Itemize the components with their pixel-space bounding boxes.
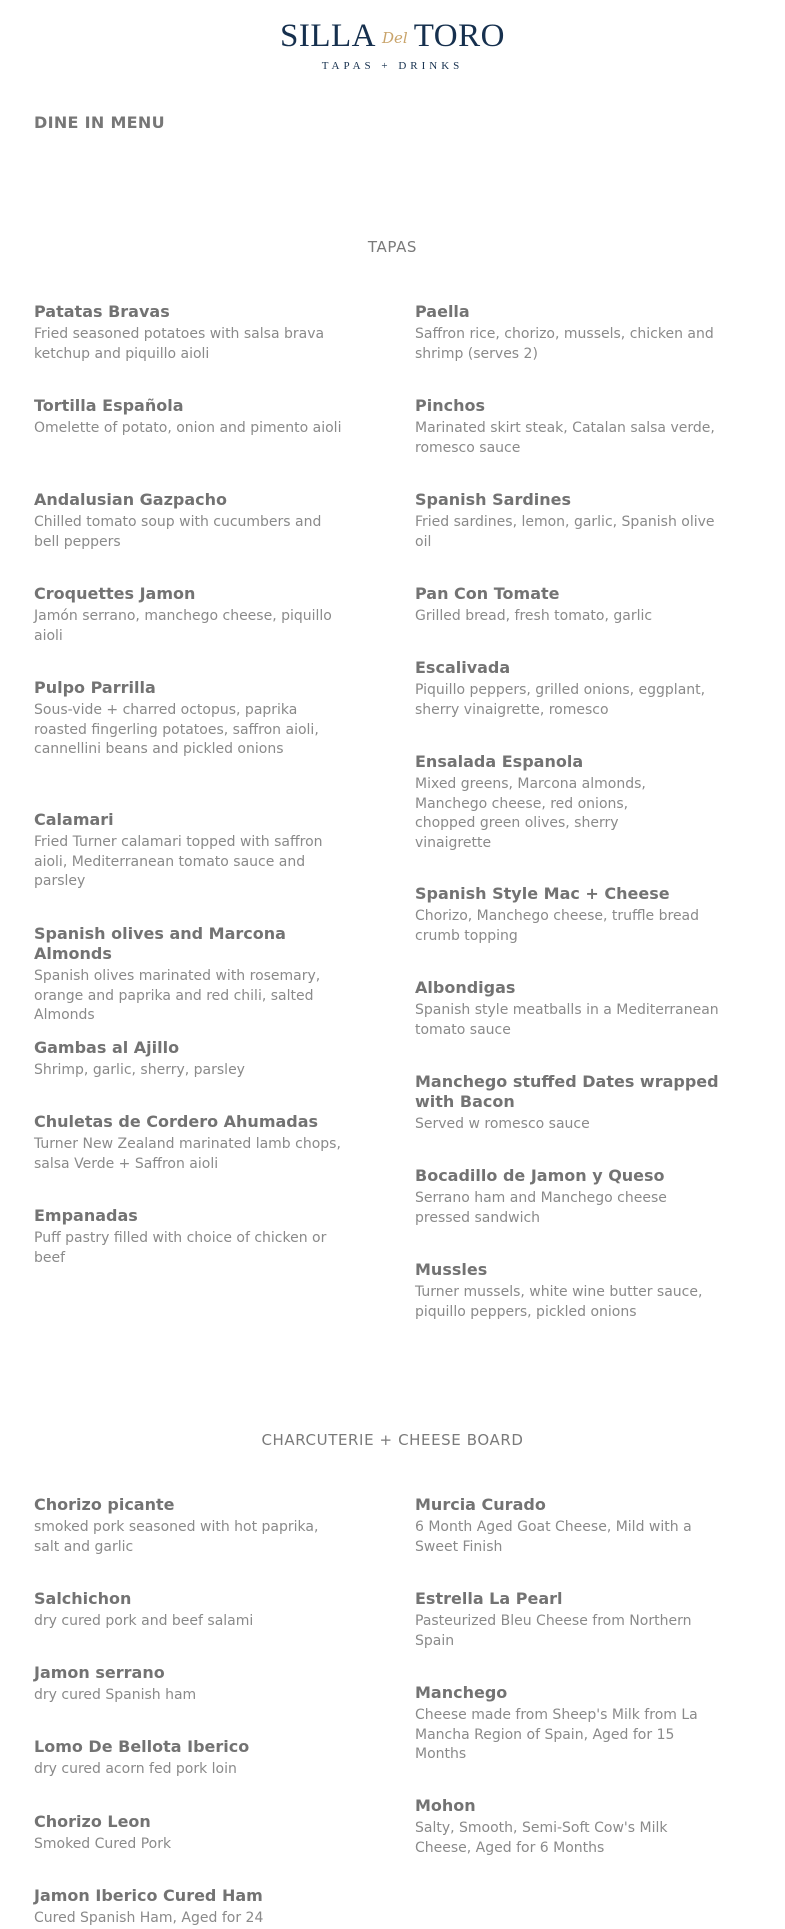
logo-toro: TORO [413, 18, 505, 54]
item-description: Fried seasoned potatoes with salsa brava ketchup and piquillo aioli [34, 326, 325, 362]
item-description: Spanish style meatballs in a Mediterranean tomato sauce [415, 1002, 719, 1038]
item-name: Chorizo Leon [34, 1812, 151, 1831]
menu-item [34, 396, 344, 439]
item-name: Ensalada Espanola [415, 752, 584, 771]
item-name: Chuletas de Cordero Ahumadas [34, 1112, 319, 1131]
menu-item [415, 978, 725, 1040]
menu-item [34, 1812, 344, 1855]
menu-item [415, 1166, 725, 1228]
item-name: Mussles [415, 1260, 488, 1279]
menu-item [415, 1072, 755, 1135]
item-description: Saffron rice, chorizo, mussels, chicken and shrimp (serves 2) [415, 326, 714, 362]
item-description: Turner mussels, white wine butter sauce, piquillo peppers, pickled onions [415, 1284, 703, 1320]
item-name: Pan Con Tomate [415, 584, 560, 603]
item-name: Spanish olives and Marcona Almonds [34, 924, 286, 963]
menu-item [34, 678, 344, 760]
item-description: Fried sardines, lemon, garlic, Spanish olive oil [415, 514, 715, 550]
item-name: Tortilla Española [34, 396, 184, 415]
menu-item [34, 1112, 344, 1174]
item-name: Pulpo Parrilla [34, 678, 156, 697]
item-name: Salchichon [34, 1589, 132, 1608]
menu-item [34, 810, 344, 892]
menu-item [34, 1663, 344, 1706]
page-title: DINE IN MENU [34, 113, 165, 132]
item-description: Pasteurized Bleu Cheese from Northern Spain [415, 1613, 692, 1649]
menu-item [34, 1589, 344, 1632]
item-description: Spanish olives marinated with rosemary, orange and paprika and red chili, salted Almonds [34, 968, 321, 1023]
section-heading-charcuterie: CHARCUTERIE + CHEESE BOARD [261, 1431, 524, 1449]
logo-tagline: TAPAS + DRINKS [321, 60, 464, 72]
item-description: Grilled bread, fresh tomato, garlic [415, 608, 653, 624]
item-name: Gambas al Ajillo [34, 1038, 180, 1057]
item-name: Mohon [415, 1796, 476, 1815]
menu-item [34, 924, 364, 1026]
item-description: Puff pastry filled with choice of chicken or beef [34, 1230, 327, 1266]
menu-item [415, 658, 725, 720]
item-name: Empanadas [34, 1206, 138, 1225]
item-description: Cheese made from Sheep's Milk from La Mancha Region of Spain, Aged for 15 Months [415, 1707, 698, 1762]
item-name: Escalivada [415, 658, 511, 677]
item-description: Smoked Cured Pork [34, 1836, 172, 1852]
section-heading-tapas: TAPAS [367, 238, 418, 256]
menu-item [415, 302, 725, 364]
item-description: Marinated skirt steak, Catalan salsa verde, romesco sauce [415, 420, 715, 456]
item-description: Sous-vide + charred octopus, paprika roasted fingerling potatoes, saffron aioli, cannellini beans and pickled onions [34, 702, 319, 757]
item-description: smoked pork seasoned with hot paprika, salt and garlic [34, 1519, 319, 1555]
item-name: Manchego stuffed Dates wrapped with Bacon [415, 1072, 719, 1111]
item-name: Albondigas [415, 978, 516, 997]
menu-item [415, 1589, 725, 1651]
menu-item [34, 1206, 344, 1268]
item-name: Croquettes Jamon [34, 584, 196, 603]
item-description: Fried Turner calamari topped with saffron aioli, Mediterranean tomato sauce and parsley [34, 834, 323, 889]
item-name: Chorizo picante [34, 1495, 175, 1514]
item-description: dry cured acorn fed pork loin [34, 1761, 237, 1777]
item-description: Shrimp, garlic, sherry, parsley [34, 1062, 245, 1078]
item-name: Lomo De Bellota Iberico [34, 1737, 250, 1756]
item-name: Estrella La Pearl [415, 1589, 563, 1608]
item-name: Patatas Bravas [34, 302, 170, 321]
item-description: Serrano ham and Manchego cheese pressed sandwich [415, 1190, 667, 1226]
menu-item [415, 396, 725, 458]
menu-item [415, 752, 725, 853]
item-description: dry cured pork and beef salami [34, 1613, 254, 1629]
item-description: Served w romesco sauce [415, 1116, 590, 1132]
restaurant-logo [0, 20, 785, 72]
menu-item [415, 884, 725, 946]
menu-item [415, 1260, 725, 1322]
menu-item [415, 1796, 725, 1858]
menu-item [34, 1737, 344, 1780]
item-name: Jamon serrano [34, 1663, 165, 1682]
item-name: Murcia Curado [415, 1495, 546, 1514]
menu-item [34, 1886, 344, 1929]
item-description: Omelette of potato, onion and pimento aioli [34, 420, 342, 436]
item-name: Bocadillo de Jamon y Queso [415, 1166, 665, 1185]
item-name: Paella [415, 302, 470, 321]
item-name: Jamon Iberico Cured Ham [34, 1886, 263, 1905]
item-name: Spanish Style Mac + Cheese [415, 884, 670, 903]
item-description: Piquillo peppers, grilled onions, eggplant, sherry vinaigrette, romesco [415, 682, 706, 718]
menu-item [415, 1495, 725, 1557]
item-description: 6 Month Aged Goat Cheese, Mild with a Sweet Finish [415, 1519, 692, 1555]
menu-item [415, 1683, 725, 1765]
logo-del: Del [382, 29, 408, 47]
logo-silla: SILLA [280, 18, 377, 54]
menu-item [34, 1038, 344, 1081]
menu-item [34, 584, 344, 646]
menu-item [34, 302, 344, 364]
item-description: Chilled tomato soup with cucumbers and bell peppers [34, 514, 322, 550]
item-description: Turner New Zealand marinated lamb chops, salsa Verde + Saffron aioli [34, 1136, 341, 1172]
item-name: Pinchos [415, 396, 485, 415]
menu-item [415, 584, 725, 627]
item-description: Jamón serrano, manchego cheese, piquillo aioli [34, 608, 332, 644]
menu-item [34, 1495, 344, 1557]
item-description: Salty, Smooth, Semi-Soft Cow's Milk Cheese, Aged for 6 Months [415, 1820, 668, 1856]
item-description: Mixed greens, Marcona almonds, Manchego cheese, red onions, chopped green olives, sherry vinaigrette [415, 776, 646, 851]
item-description: Chorizo, Manchego cheese, truffle bread crumb topping [415, 908, 700, 944]
item-description: Cured Spanish Ham, Aged for 24 [34, 1910, 264, 1926]
menu-item [34, 490, 344, 552]
item-description: dry cured Spanish ham [34, 1687, 197, 1703]
item-name: Calamari [34, 810, 114, 829]
item-name: Manchego [415, 1683, 508, 1702]
item-name: Spanish Sardines [415, 490, 572, 509]
item-name: Andalusian Gazpacho [34, 490, 228, 509]
menu-item [415, 490, 725, 552]
